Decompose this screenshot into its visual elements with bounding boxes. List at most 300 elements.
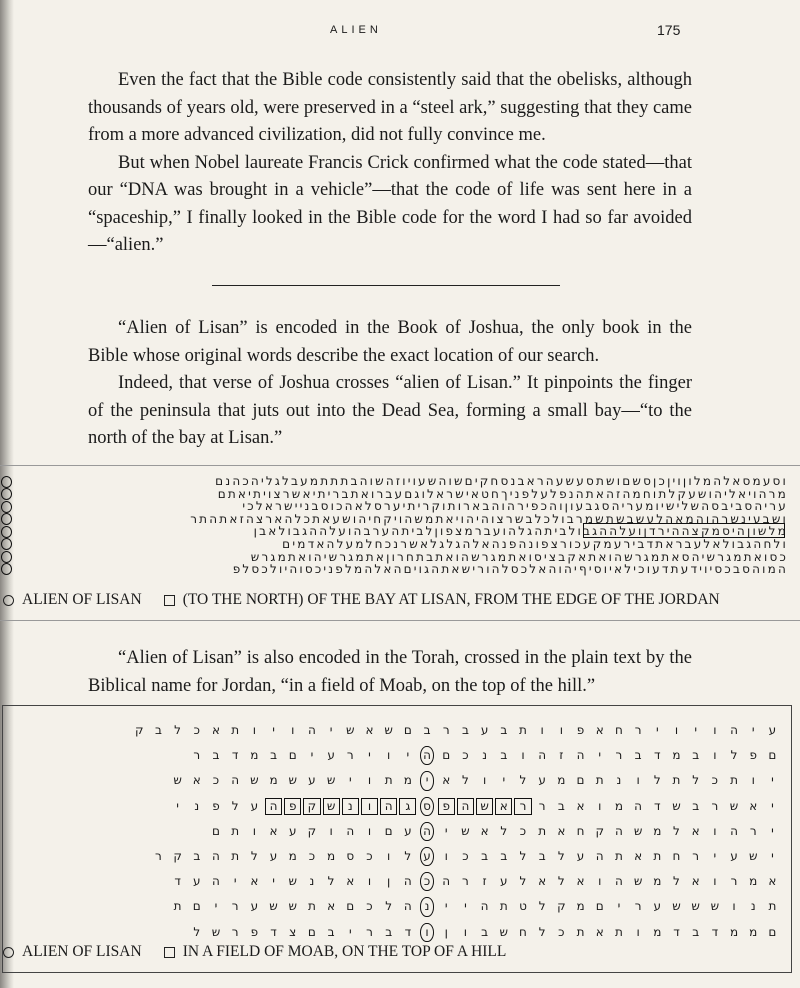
matrix-letter: א	[634, 848, 643, 863]
matrix-row	[12, 819, 782, 844]
matrix-letter: מ	[653, 924, 662, 939]
matrix-letter: ם	[288, 748, 297, 763]
matrix-letter: א	[576, 798, 585, 813]
matrix-letter: ל	[500, 823, 508, 838]
matrix-letter: א	[442, 773, 451, 788]
matrix-letter: ש	[475, 794, 494, 819]
matrix-letter: ת	[768, 899, 777, 914]
matrix-letter: נ	[341, 794, 360, 819]
matrix-line: עריהסביבסהשלישיומעריהסגבעוןוהכפירהוהבארותוקריתיערסלאהכוסבניישראלכי	[242, 499, 788, 514]
matrix-letter: ה	[595, 848, 604, 863]
matrix-letter: ק	[173, 848, 182, 863]
matrix-letter: ם	[192, 899, 201, 914]
matrix-letter: ב	[557, 798, 565, 813]
matrix-letter: ד	[404, 924, 412, 939]
matrix-letter: ו	[417, 920, 436, 945]
matrix-letter: ו	[252, 723, 256, 737]
matrix-letter: ע	[404, 823, 412, 838]
matrix-letter: י	[713, 848, 717, 863]
matrix-letter: ה	[264, 794, 283, 819]
matrix-letter: ו	[367, 823, 372, 838]
matrix-row	[12, 794, 782, 819]
matrix-letter: פ	[749, 748, 757, 763]
matrix-letter: ו	[387, 748, 391, 763]
matrix-letter: א	[595, 723, 604, 737]
matrix-letter: ב	[423, 723, 431, 737]
matrix-line: המוהסבכסיוידעתדעוכילאיוסיףיהוהאלכסלהורישאתהגויםהאלהמלפניכסוהיולכסלפ	[232, 562, 788, 576]
matrix-letter: ע	[538, 773, 546, 788]
matrix-letter: כ	[462, 848, 469, 863]
matrix-letter: ו	[713, 874, 717, 889]
matrix-letter: ד	[654, 748, 661, 763]
matrix-line: מרהויאליהושעקלתוחמהזהאתהנפלעלפניךחטאישראלוגםעברואתבריתיאשרצויתיאתם	[217, 486, 788, 501]
matrix-letter: מ	[749, 874, 758, 889]
matrix-letter: ה	[403, 899, 412, 914]
matrix-letter: י	[464, 899, 467, 914]
matrix-letter: מ	[614, 798, 623, 813]
matrix-letter: ו	[713, 723, 717, 737]
matrix-letter: ח	[672, 848, 681, 863]
matrix-letter: ל	[653, 773, 661, 788]
matrix-letter: ב	[327, 924, 335, 939]
matrix-letter: כ	[308, 848, 316, 863]
matrix-letter: ש	[633, 823, 643, 838]
matrix-letter: ד	[654, 798, 661, 813]
matrix-letter: ם	[384, 823, 393, 838]
circle-legend-icon	[3, 947, 14, 958]
matrix-letter: א	[365, 723, 374, 737]
matrix-letter: ב	[500, 723, 508, 737]
matrix-letter: פ	[576, 723, 585, 737]
matrix-letter: ת	[499, 899, 508, 914]
matrix-letter: ה	[576, 748, 585, 763]
circle-legend-icon	[3, 595, 14, 606]
matrix-letter: ו	[732, 899, 736, 914]
matrix-letter: י	[771, 773, 774, 788]
figure1-bottom-rule	[0, 620, 800, 621]
matrix-letter: ה	[212, 874, 220, 889]
matrix-letter: ש	[326, 773, 336, 788]
matrix-letter: ז	[482, 874, 487, 889]
figure2-letter-matrix	[12, 718, 782, 945]
matrix-letter: ו	[598, 874, 602, 889]
matrix-letter: ד	[174, 874, 181, 889]
matrix-letter: ו	[713, 823, 717, 838]
matrix-letter: א	[768, 874, 777, 889]
matrix-letter: א	[327, 899, 336, 914]
matrix-letter: ע	[250, 798, 259, 813]
legend-square-label: (TO THE NORTH) OF THE BAY AT LISAN, FROM THE EDGE OF THE JORDAN	[182, 591, 720, 608]
paragraph: Indeed, that verse of Joshua crosses “alien of Lisan.” It pinpoints the finger of the peninsula that juts out into the Dead Sea, forming a small bay—“to the north of the bay at Lisan.”	[88, 373, 692, 448]
matrix-letter: ש	[346, 723, 355, 737]
matrix-letter: ע	[480, 723, 489, 737]
matrix-letter: ו	[521, 748, 525, 763]
matrix-letter: נ	[750, 899, 756, 914]
matrix-letter: ו	[367, 773, 372, 788]
matrix-letter: ו	[636, 924, 640, 939]
matrix-letter: י	[176, 798, 179, 813]
matrix-letter: ו	[444, 848, 448, 863]
matrix-letter: ה	[212, 848, 220, 863]
matrix-letter: ר	[366, 924, 373, 939]
matrix-letter: י	[655, 723, 659, 737]
matrix-letter: א	[250, 874, 259, 889]
matrix-letter: כ	[711, 773, 719, 788]
matrix-letter: ע	[308, 773, 316, 788]
matrix-letter: ד	[231, 748, 239, 763]
matrix-letter: ל	[231, 798, 239, 813]
matrix-letter: ל	[692, 773, 700, 788]
matrix-letter: כ	[462, 748, 469, 763]
matrix-letter: ע	[730, 848, 738, 863]
matrix-letter: ת	[653, 848, 662, 863]
matrix-letter: ת	[730, 773, 738, 788]
matrix-letter: מ	[653, 823, 662, 838]
matrix-letter: פ	[250, 924, 259, 939]
matrix-letter: ה	[307, 723, 316, 737]
matrix-letter: ה	[480, 899, 489, 914]
matrix-letter: ו	[713, 748, 717, 763]
matrix-letter: י	[348, 924, 352, 939]
matrix-letter: א	[346, 874, 355, 889]
matrix-letter: ל	[519, 874, 527, 889]
matrix-row	[12, 743, 782, 768]
matrix-letter: ם	[576, 773, 585, 788]
matrix-letter: כ	[519, 823, 527, 838]
matrix-letter: ל	[730, 748, 738, 763]
paragraph: “Alien of Lisan” is encoded in the Book of Joshua, the only book in the Bible whose original words describe the exact location of our search.	[88, 318, 692, 366]
matrix-letter: ת	[614, 848, 623, 863]
matrix-letter: י	[272, 723, 275, 737]
matrix-letter: ש	[288, 874, 297, 889]
matrix-letter: ש	[173, 773, 182, 788]
matrix-letter: י	[214, 899, 218, 914]
matrix-letter: ר	[193, 748, 201, 763]
matrix-letter: מ	[729, 924, 739, 939]
matrix-letter: מ	[269, 773, 278, 788]
matrix-letter: ת	[538, 823, 547, 838]
page-number: 175	[657, 22, 681, 38]
body-text-top	[88, 67, 692, 260]
matrix-letter: י	[502, 773, 506, 788]
legend-square-label: IN A FIELD OF MOAB, ON THE TOP OF A HILL	[182, 943, 507, 960]
matrix-letter: ה	[730, 823, 738, 838]
matrix-letter: י	[233, 874, 237, 889]
matrix-letter: ו	[291, 723, 295, 737]
matrix-letter: ע	[327, 748, 335, 763]
matrix-letter: ד	[673, 924, 680, 939]
matrix-letter: ש	[250, 773, 259, 788]
figure1-top-rule	[0, 465, 800, 466]
matrix-letter: י	[406, 748, 410, 763]
matrix-letter: ט	[519, 899, 527, 914]
matrix-letter: ז	[559, 748, 564, 763]
matrix-letter: ש	[269, 899, 278, 914]
matrix-letter: ב	[461, 723, 469, 737]
matrix-letter: ל	[174, 723, 181, 737]
matrix-letter: ל	[327, 874, 335, 889]
matrix-letter: ש	[461, 823, 470, 838]
matrix-letter: ת	[614, 924, 623, 939]
paragraph: “Alien of Lisan” is also encoded in the Torah, crossed in the plain text by the Biblical name for Jordan, “in a field of Moab, on the top of the hill.”	[88, 648, 692, 696]
square-legend-icon	[164, 595, 175, 606]
matrix-letter: א	[480, 823, 489, 838]
matrix-letter: פ	[212, 798, 220, 813]
matrix-letter: ק	[307, 823, 317, 838]
matrix-letter: מ	[576, 899, 585, 914]
matrix-letter: ב	[481, 924, 489, 939]
matrix-letter: כ	[558, 924, 565, 939]
matrix-letter: ל	[557, 848, 565, 863]
matrix-letter: ת	[231, 848, 240, 863]
matrix-row	[12, 869, 782, 894]
matrix-letter: ה	[417, 819, 436, 844]
matrix-letter: ש	[499, 924, 509, 939]
legend-circle-label: ALIEN OF LISAN	[22, 591, 142, 608]
matrix-letter: ל	[538, 899, 546, 914]
matrix-letter: ע	[500, 874, 508, 889]
matrix-letter: נ	[616, 773, 622, 788]
paragraph: But when Nobel laureate Francis Crick confirmed what the code stated—that our “DNA was brought in a vehicle”—that the code of life was sent here in a “spaceship,” I finally looked in the Bible code for the word I had so far avoided—“alien.”	[88, 152, 692, 255]
matrix-letter: ר	[442, 723, 450, 737]
matrix-letter: ה	[634, 798, 643, 813]
matrix-letter: א	[595, 924, 604, 939]
figure1-circle-marker	[1, 551, 12, 563]
matrix-letter: ש	[710, 899, 720, 914]
matrix-letter: ת	[173, 899, 182, 914]
matrix-letter: ש	[288, 773, 297, 788]
matrix-letter: ג	[398, 794, 417, 819]
matrix-letter: פ	[437, 794, 456, 819]
matrix-letter: ב	[193, 848, 201, 863]
matrix-letter: ב	[692, 924, 700, 939]
matrix-row	[12, 768, 782, 793]
matrix-letter: ה	[231, 773, 240, 788]
matrix-letter: ע	[768, 723, 777, 737]
matrix-row	[12, 718, 782, 743]
matrix-letter: ת	[519, 723, 527, 737]
matrix-letter: א	[192, 773, 201, 788]
section-divider	[212, 285, 560, 286]
matrix-letter: ו	[463, 924, 468, 939]
matrix-letter: ו	[540, 723, 544, 737]
matrix-letter: ב	[500, 748, 508, 763]
matrix-letter: ם	[307, 924, 316, 939]
matrix-letter: ק	[595, 823, 604, 838]
matrix-letter: ה	[730, 723, 738, 737]
matrix-letter: ל	[519, 773, 527, 788]
matrix-letter: צ	[289, 924, 297, 939]
matrix-letter: ש	[384, 723, 393, 737]
matrix-letter: ב	[212, 748, 220, 763]
matrix-letter: ר	[231, 924, 239, 939]
matrix-letter: ת	[576, 924, 585, 939]
matrix-letter: ב	[154, 723, 162, 737]
matrix-letter: ת	[595, 773, 604, 788]
matrix-letter: ע	[269, 848, 278, 863]
matrix-letter: ם	[768, 924, 777, 939]
paragraph: Even the fact that the Bible code consistently said that the obelisks, although thousands of years old, were preserved in a “steel ark,” suggesting that they came from a more advanced civilization, did not fully convince me.	[88, 70, 692, 145]
matrix-letter: כ	[193, 723, 200, 737]
body-text-bottom	[88, 645, 692, 700]
matrix-letter: ב	[634, 748, 642, 763]
matrix-letter: י	[751, 723, 755, 737]
matrix-letter: א	[269, 823, 278, 838]
matrix-letter: מ	[327, 848, 336, 863]
matrix-letter: כ	[366, 848, 373, 863]
matrix-letter: ל	[461, 773, 469, 788]
matrix-letter: ה	[538, 748, 547, 763]
matrix-letter: ו	[559, 723, 563, 737]
matrix-letter: ו	[329, 823, 333, 838]
matrix-letter: מ	[653, 874, 662, 889]
matrix-letter: י	[417, 768, 436, 793]
matrix-letter: כ	[366, 899, 373, 914]
matrix-letter: ר	[711, 798, 719, 813]
matrix-letter: ר	[513, 794, 532, 819]
matrix-letter: י	[771, 823, 774, 838]
matrix-letter: ל	[538, 924, 546, 939]
matrix-letter: א	[691, 823, 700, 838]
matrix-letter: ל	[557, 874, 565, 889]
matrix-letter: ו	[636, 773, 640, 788]
matrix-letter: ק	[302, 794, 321, 819]
matrix-letter: מ	[288, 848, 297, 863]
body-text-middle	[88, 315, 692, 453]
matrix-letter: ל	[250, 848, 258, 863]
matrix-line: ושבעינשרהוהמאהלעשבשתשמרבולכלבשרצוהיהויאתמשהויקחיהושעאתכלהארצהזאתהתר	[190, 511, 788, 526]
matrix-letter: א	[749, 798, 758, 813]
matrix-letter: י	[444, 899, 448, 914]
matrix-letter: ב	[692, 798, 700, 813]
matrix-letter: ה	[346, 823, 355, 838]
matrix-letter: ק	[557, 899, 566, 914]
matrix-letter: ו	[387, 848, 391, 863]
matrix-letter: ר	[538, 798, 546, 813]
matrix-letter: ה	[403, 874, 412, 889]
matrix-letter: נ	[482, 748, 487, 763]
matrix-letter: ע	[250, 899, 259, 914]
matrix-letter: ב	[500, 848, 508, 863]
matrix-letter: י	[617, 899, 621, 914]
matrix-letter: ו	[598, 798, 602, 813]
running-head: ALIEN	[330, 24, 382, 36]
figure1-circle-marker	[1, 513, 12, 525]
matrix-letter: ס	[417, 794, 436, 819]
matrix-letter: ר	[749, 823, 757, 838]
matrix-letter: כ	[212, 773, 220, 788]
matrix-letter: ה	[417, 743, 436, 768]
matrix-letter: ש	[691, 899, 700, 914]
matrix-letter: א	[576, 874, 585, 889]
legend-circle-label: ALIEN OF LISAN	[22, 943, 142, 960]
matrix-letter: כ	[417, 869, 436, 894]
matrix-letter: ו	[674, 723, 679, 737]
matrix-letter: י	[444, 823, 448, 838]
matrix-row	[12, 894, 782, 919]
matrix-row	[12, 844, 782, 869]
figure1-circle-marker	[1, 488, 12, 500]
matrix-letter: ר	[231, 899, 239, 914]
matrix-letter: ח	[519, 924, 527, 939]
matrix-letter: א	[557, 823, 566, 838]
matrix-line: ולחהגבולאלעבראתדבירעמקעכורצפונהפנהאלהגלגלאשרנכחלמעלהאדמים	[282, 536, 788, 551]
matrix-letter: מ	[672, 748, 681, 763]
matrix-letter: ל	[673, 823, 680, 838]
matrix-letter: י	[771, 798, 774, 813]
figure1-circle-marker	[1, 476, 12, 488]
matrix-letter: ש	[211, 924, 221, 939]
matrix-letter: ל	[673, 874, 680, 889]
matrix-letter: א	[494, 794, 513, 819]
matrix-letter: ם	[595, 899, 604, 914]
matrix-letter: ש	[288, 899, 297, 914]
matrix-line: מלשוןהיסמקצההירדןועלההגבולביתהגלהועברמצפוןלביתהערבהועלההגבולאבן	[253, 524, 788, 539]
square-legend-icon	[164, 947, 175, 958]
matrix-letter: ה	[614, 874, 623, 889]
matrix-letter: ן	[444, 924, 448, 939]
matrix-letter: מ	[403, 773, 412, 788]
matrix-letter: ר	[634, 899, 642, 914]
matrix-letter: ת	[384, 773, 393, 788]
matrix-letter: ש	[672, 798, 681, 813]
matrix-letter: ב	[385, 924, 393, 939]
matrix-letter: ם	[346, 899, 355, 914]
matrix-letter: ש	[322, 794, 341, 819]
matrix-letter: י	[348, 773, 352, 788]
matrix-letter: ל	[404, 848, 412, 863]
matrix-letter: ש	[748, 848, 758, 863]
matrix-letter: ת	[231, 723, 240, 737]
matrix-letter: ה	[456, 794, 475, 819]
figure1-highlight-box	[583, 523, 785, 538]
figure1-circle-marker	[1, 501, 12, 513]
matrix-letter: ד	[711, 924, 719, 939]
matrix-letter: י	[771, 848, 774, 863]
matrix-letter: ר	[346, 748, 354, 763]
matrix-letter: ע	[576, 848, 585, 863]
figure1-circle-marker	[1, 526, 12, 538]
matrix-letter: ב	[692, 748, 700, 763]
matrix-letter: ו	[482, 773, 487, 788]
matrix-letter: ם	[442, 748, 451, 763]
matrix-letter: ע	[288, 823, 297, 838]
figure1-circle-marker	[1, 538, 12, 550]
matrix-letter: י	[598, 748, 602, 763]
matrix-letter: ת	[231, 823, 240, 838]
matrix-letter: ה	[614, 823, 623, 838]
matrix-letter: י	[694, 723, 697, 737]
matrix-letter: ס	[346, 848, 355, 863]
matrix-letter: ל	[193, 924, 201, 939]
matrix-letter: ו	[751, 773, 755, 788]
matrix-letter: ח	[614, 723, 623, 737]
matrix-letter: ו	[360, 794, 379, 819]
matrix-letter: ר	[155, 848, 162, 863]
figure2-legend	[3, 943, 506, 961]
matrix-letter: ק	[134, 723, 144, 737]
matrix-letter: ר	[634, 723, 642, 737]
matrix-letter: ם	[403, 723, 412, 737]
matrix-letter: מ	[250, 748, 259, 763]
matrix-letter: ע	[417, 844, 436, 869]
matrix-letter: י	[310, 748, 314, 763]
matrix-letter: ת	[672, 773, 681, 788]
matrix-letter: ר	[615, 748, 623, 763]
matrix-letter: א	[211, 723, 220, 737]
matrix-letter: מ	[749, 924, 758, 939]
matrix-letter: ר	[730, 874, 738, 889]
